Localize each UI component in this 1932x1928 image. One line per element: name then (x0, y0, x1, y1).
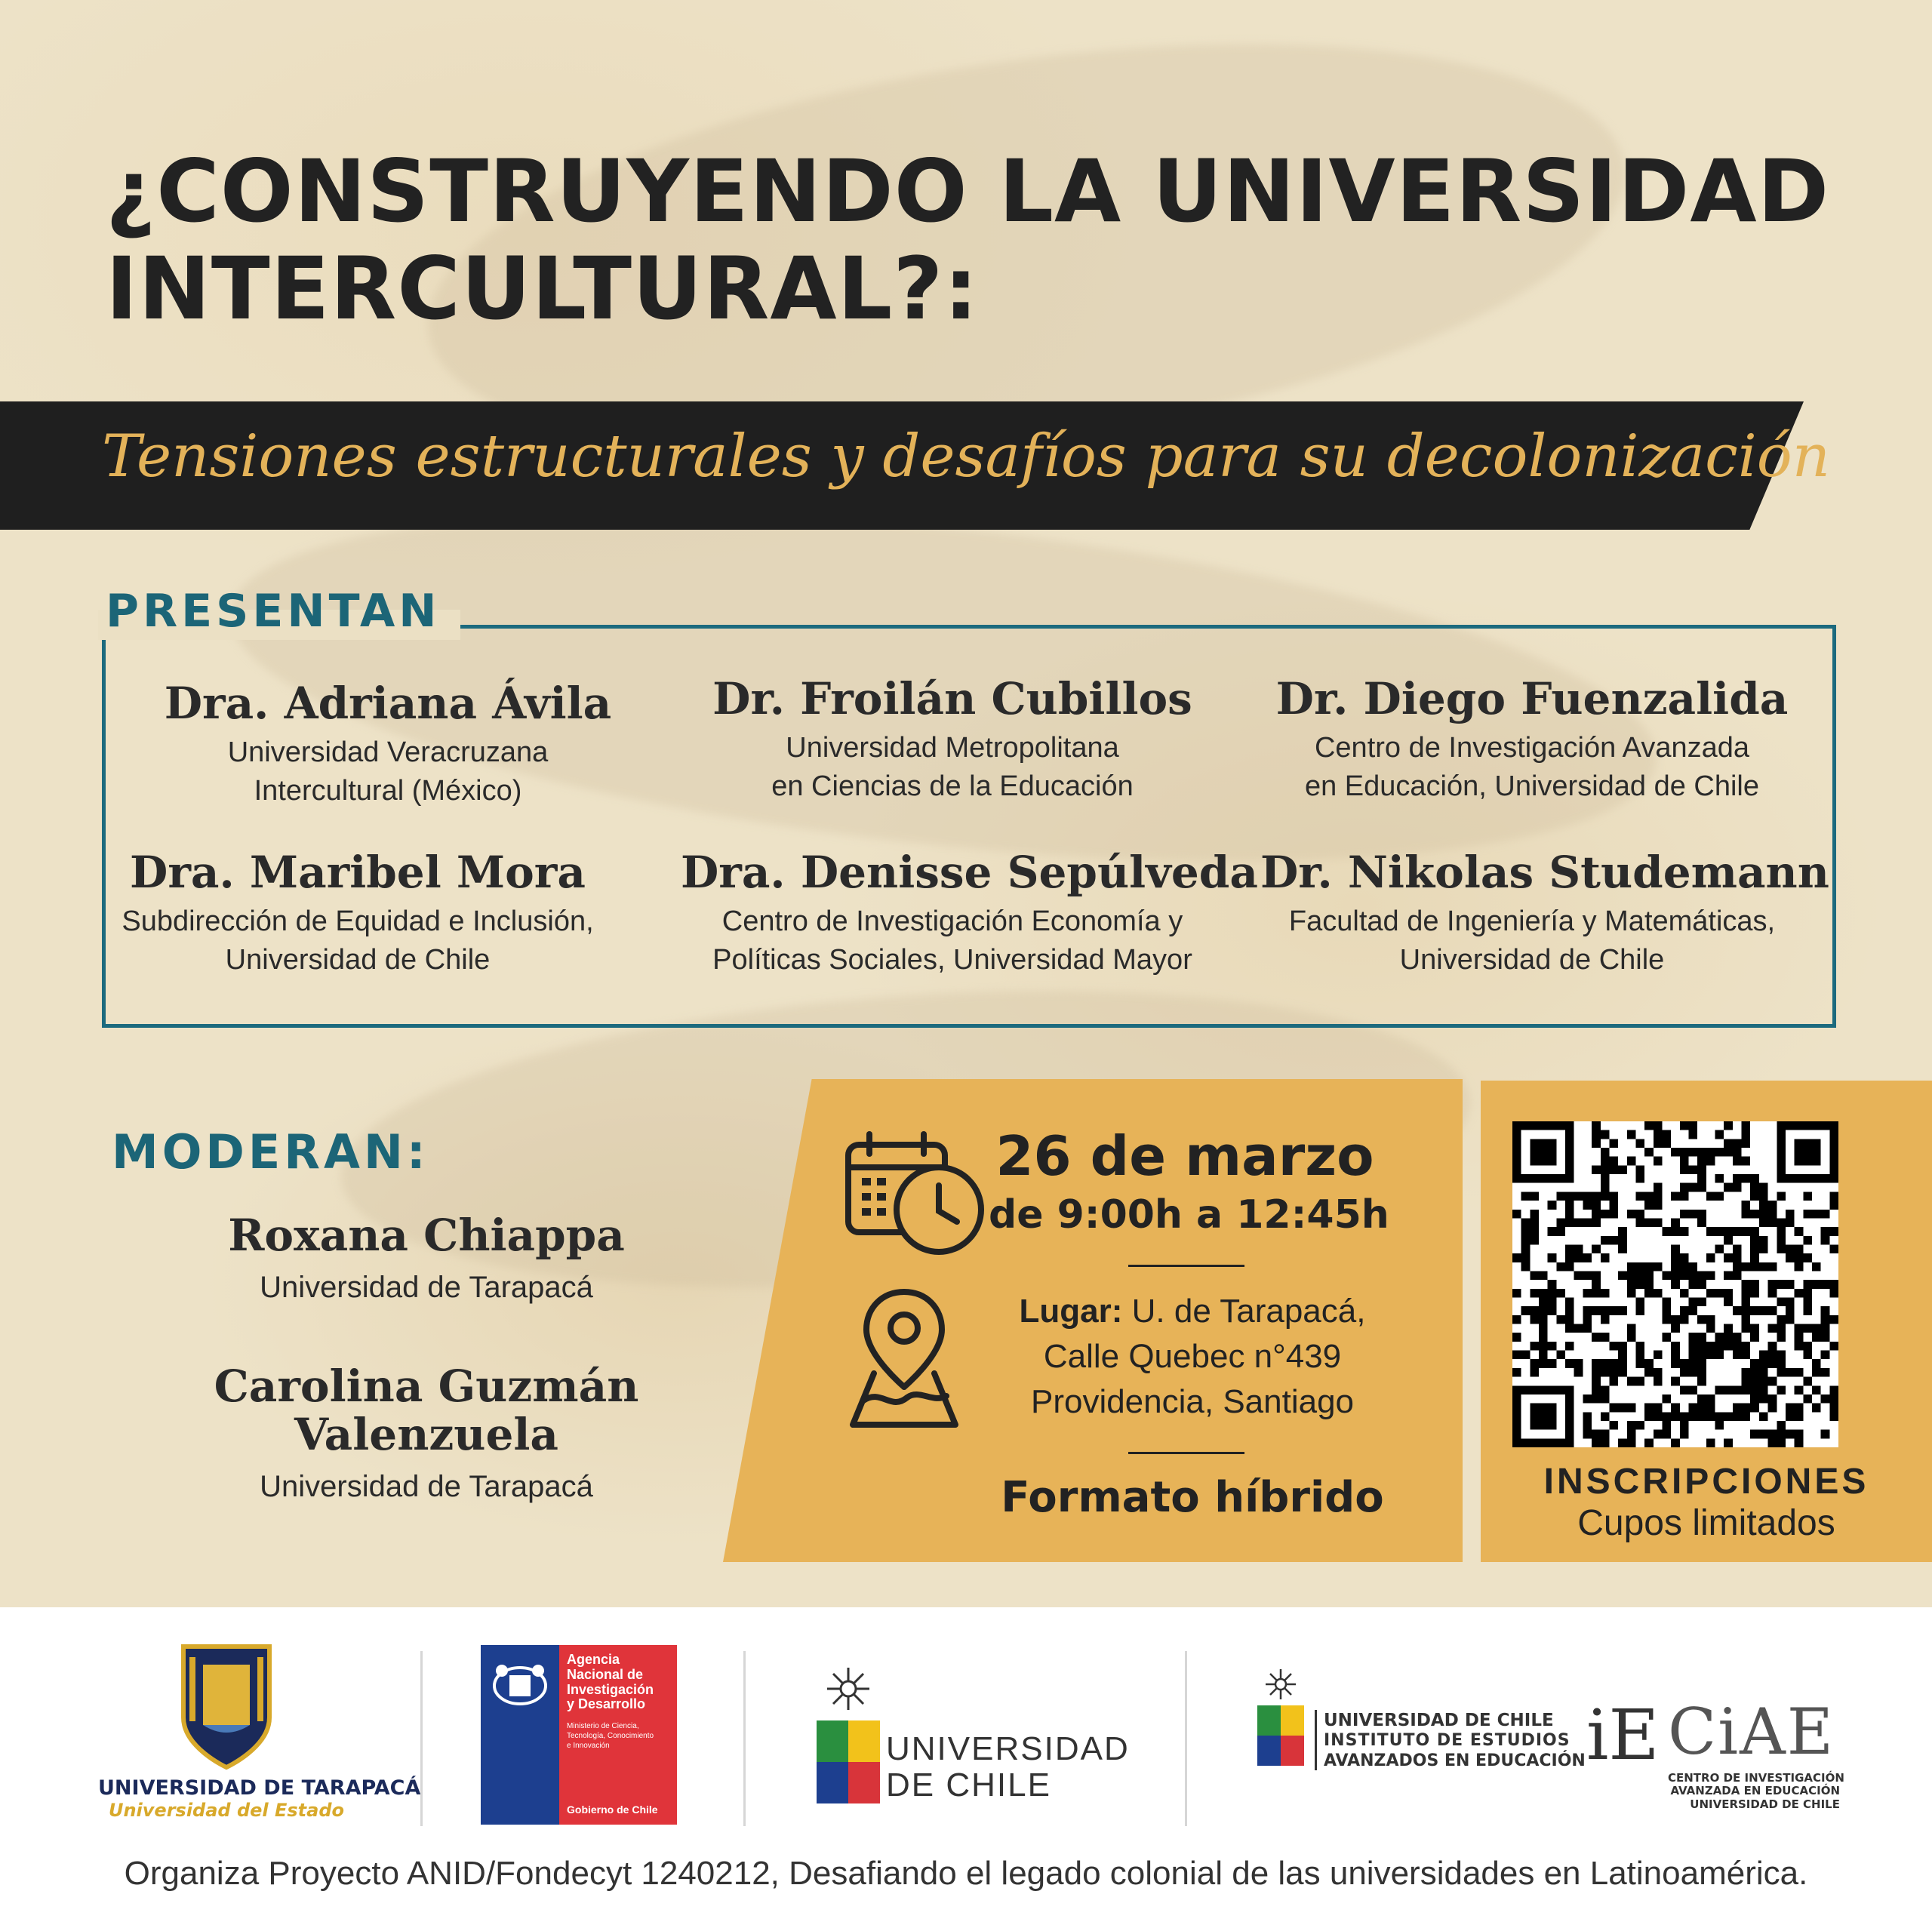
iee-ciae-logo: UNIVERSIDAD DE CHILE INSTITUTO DE ESTUDIOS AVANZADOS EN EDUCACIÓN iE CiAE CENTRO DE INVESTIGACIÓN AVANZADA EN EDUCACIÓN UNIVERSIDAD DE CHILE (1254, 1668, 1858, 1819)
moderator-name: Roxana Chiappa (228, 1210, 625, 1261)
uta-shield-icon (177, 1642, 275, 1770)
event-subtitle: Tensiones estructurales y desafíos para su decolonización (102, 423, 1830, 490)
presenter-card (116, 678, 660, 810)
organizer-footer: Organiza Proyecto ANID/Fondecyt 1240212, Desafiando el legado colonial de las universidades en Latinoamérica. (124, 1855, 1808, 1892)
presenter-affiliation: Universidad Metropolitana en Ciencias de la Educación (771, 731, 1134, 802)
uchile-logo (811, 1666, 1128, 1817)
uchile-name-line-1: UNIVERSIDAD (886, 1730, 1130, 1767)
event-format: Formato híbrido (1001, 1473, 1384, 1522)
registration-note: Cupos limitados (1577, 1503, 1835, 1543)
moderator-affiliation: Universidad de Tarapacá (260, 1469, 593, 1503)
presenter-name: Dr. Nikolas Studemann (1260, 847, 1829, 898)
uta-name: UNIVERSIDAD DE TARAPACÁ (98, 1776, 421, 1800)
uchile-name-line-2: DE CHILE (886, 1766, 1051, 1803)
event-date: 26 de marzo (995, 1124, 1374, 1188)
presenter-card (681, 847, 1258, 979)
uchile-crest-icon (811, 1666, 886, 1817)
logo-divider (743, 1651, 746, 1826)
anid-logo (481, 1645, 677, 1825)
uta-logo (98, 1642, 421, 1831)
location-label: Lugar: (1019, 1293, 1123, 1330)
ciae-mark: CiAE (1668, 1695, 1835, 1769)
presenter-name: Dr. Froilán Cubillos (712, 673, 1192, 724)
presenter-card (1260, 673, 1804, 805)
registration-qr-code[interactable] (1512, 1121, 1838, 1447)
chile-coat-of-arms-icon (482, 1656, 558, 1708)
iee-mark: iE (1586, 1695, 1660, 1776)
presenter-affiliation: Facultad de Ingeniería y Matemáticas, Universidad de Chile (1288, 905, 1776, 976)
presenter-name: Dra. Denisse Sepúlveda (681, 847, 1258, 898)
presenter-card (681, 673, 1224, 805)
presentan-label: PRESENTAN (106, 585, 441, 638)
presenter-name: Dra. Adriana Ávila (164, 678, 612, 729)
presenter-affiliation: Universidad Veracruzana Intercultural (México) (227, 736, 549, 807)
event-title (106, 143, 1829, 338)
divider-line (1128, 1265, 1244, 1267)
registration-title: INSCRIPCIONES (1543, 1462, 1869, 1502)
event-location: Lugar: U. de Tarapacá, Calle Quebec n°439 Providencia, Santiago (1019, 1293, 1366, 1420)
presenter-name: Dr. Diego Fuenzalida (1275, 673, 1789, 724)
moderator-affiliation: Universidad de Tarapacá (260, 1270, 593, 1304)
registration-text (1481, 1461, 1932, 1544)
uchile-crest-small-icon (1254, 1668, 1307, 1773)
logo-divider (1185, 1651, 1187, 1826)
uta-tagline: Universidad del Estado (108, 1800, 345, 1821)
calendar-clock-icon (842, 1128, 993, 1256)
divider-line (1128, 1452, 1244, 1454)
map-pin-icon (844, 1283, 964, 1434)
title-line-2: INTERCULTURAL?: (106, 238, 979, 339)
presenter-affiliation: Subdirección de Equidad e Inclusión, Universidad de Chile (122, 905, 594, 976)
presenter-affiliation: Centro de Investigación Economía y Políticas Sociales, Universidad Mayor (712, 905, 1192, 976)
title-line-1: ¿CONSTRUYENDO LA UNIVERSIDAD (106, 141, 1830, 241)
event-date-time (989, 1124, 1389, 1238)
anid-red-panel: Agencia Nacional de Investigación y Desarrollo Ministerio de Ciencia, Tecnología, Conocimiento e Innovación Gobierno de Chile (559, 1645, 677, 1825)
event-time: de 9:00h a 12:45h (989, 1192, 1389, 1238)
moderator-card (196, 1363, 657, 1504)
logo-divider (420, 1651, 423, 1826)
presenter-card (1260, 847, 1829, 979)
presenter-affiliation: Centro de Investigación Avanzada en Educación, Universidad de Chile (1304, 731, 1760, 802)
iee-separator (1315, 1710, 1317, 1770)
moderan-label: MODERAN: (112, 1124, 429, 1179)
moderator-card (196, 1212, 657, 1305)
presenter-name: Dra. Maribel Mora (130, 847, 586, 898)
moderator-name: Carolina Guzmán Valenzuela (214, 1361, 639, 1460)
presenter-card (86, 847, 629, 979)
anid-blue-panel (481, 1645, 559, 1825)
